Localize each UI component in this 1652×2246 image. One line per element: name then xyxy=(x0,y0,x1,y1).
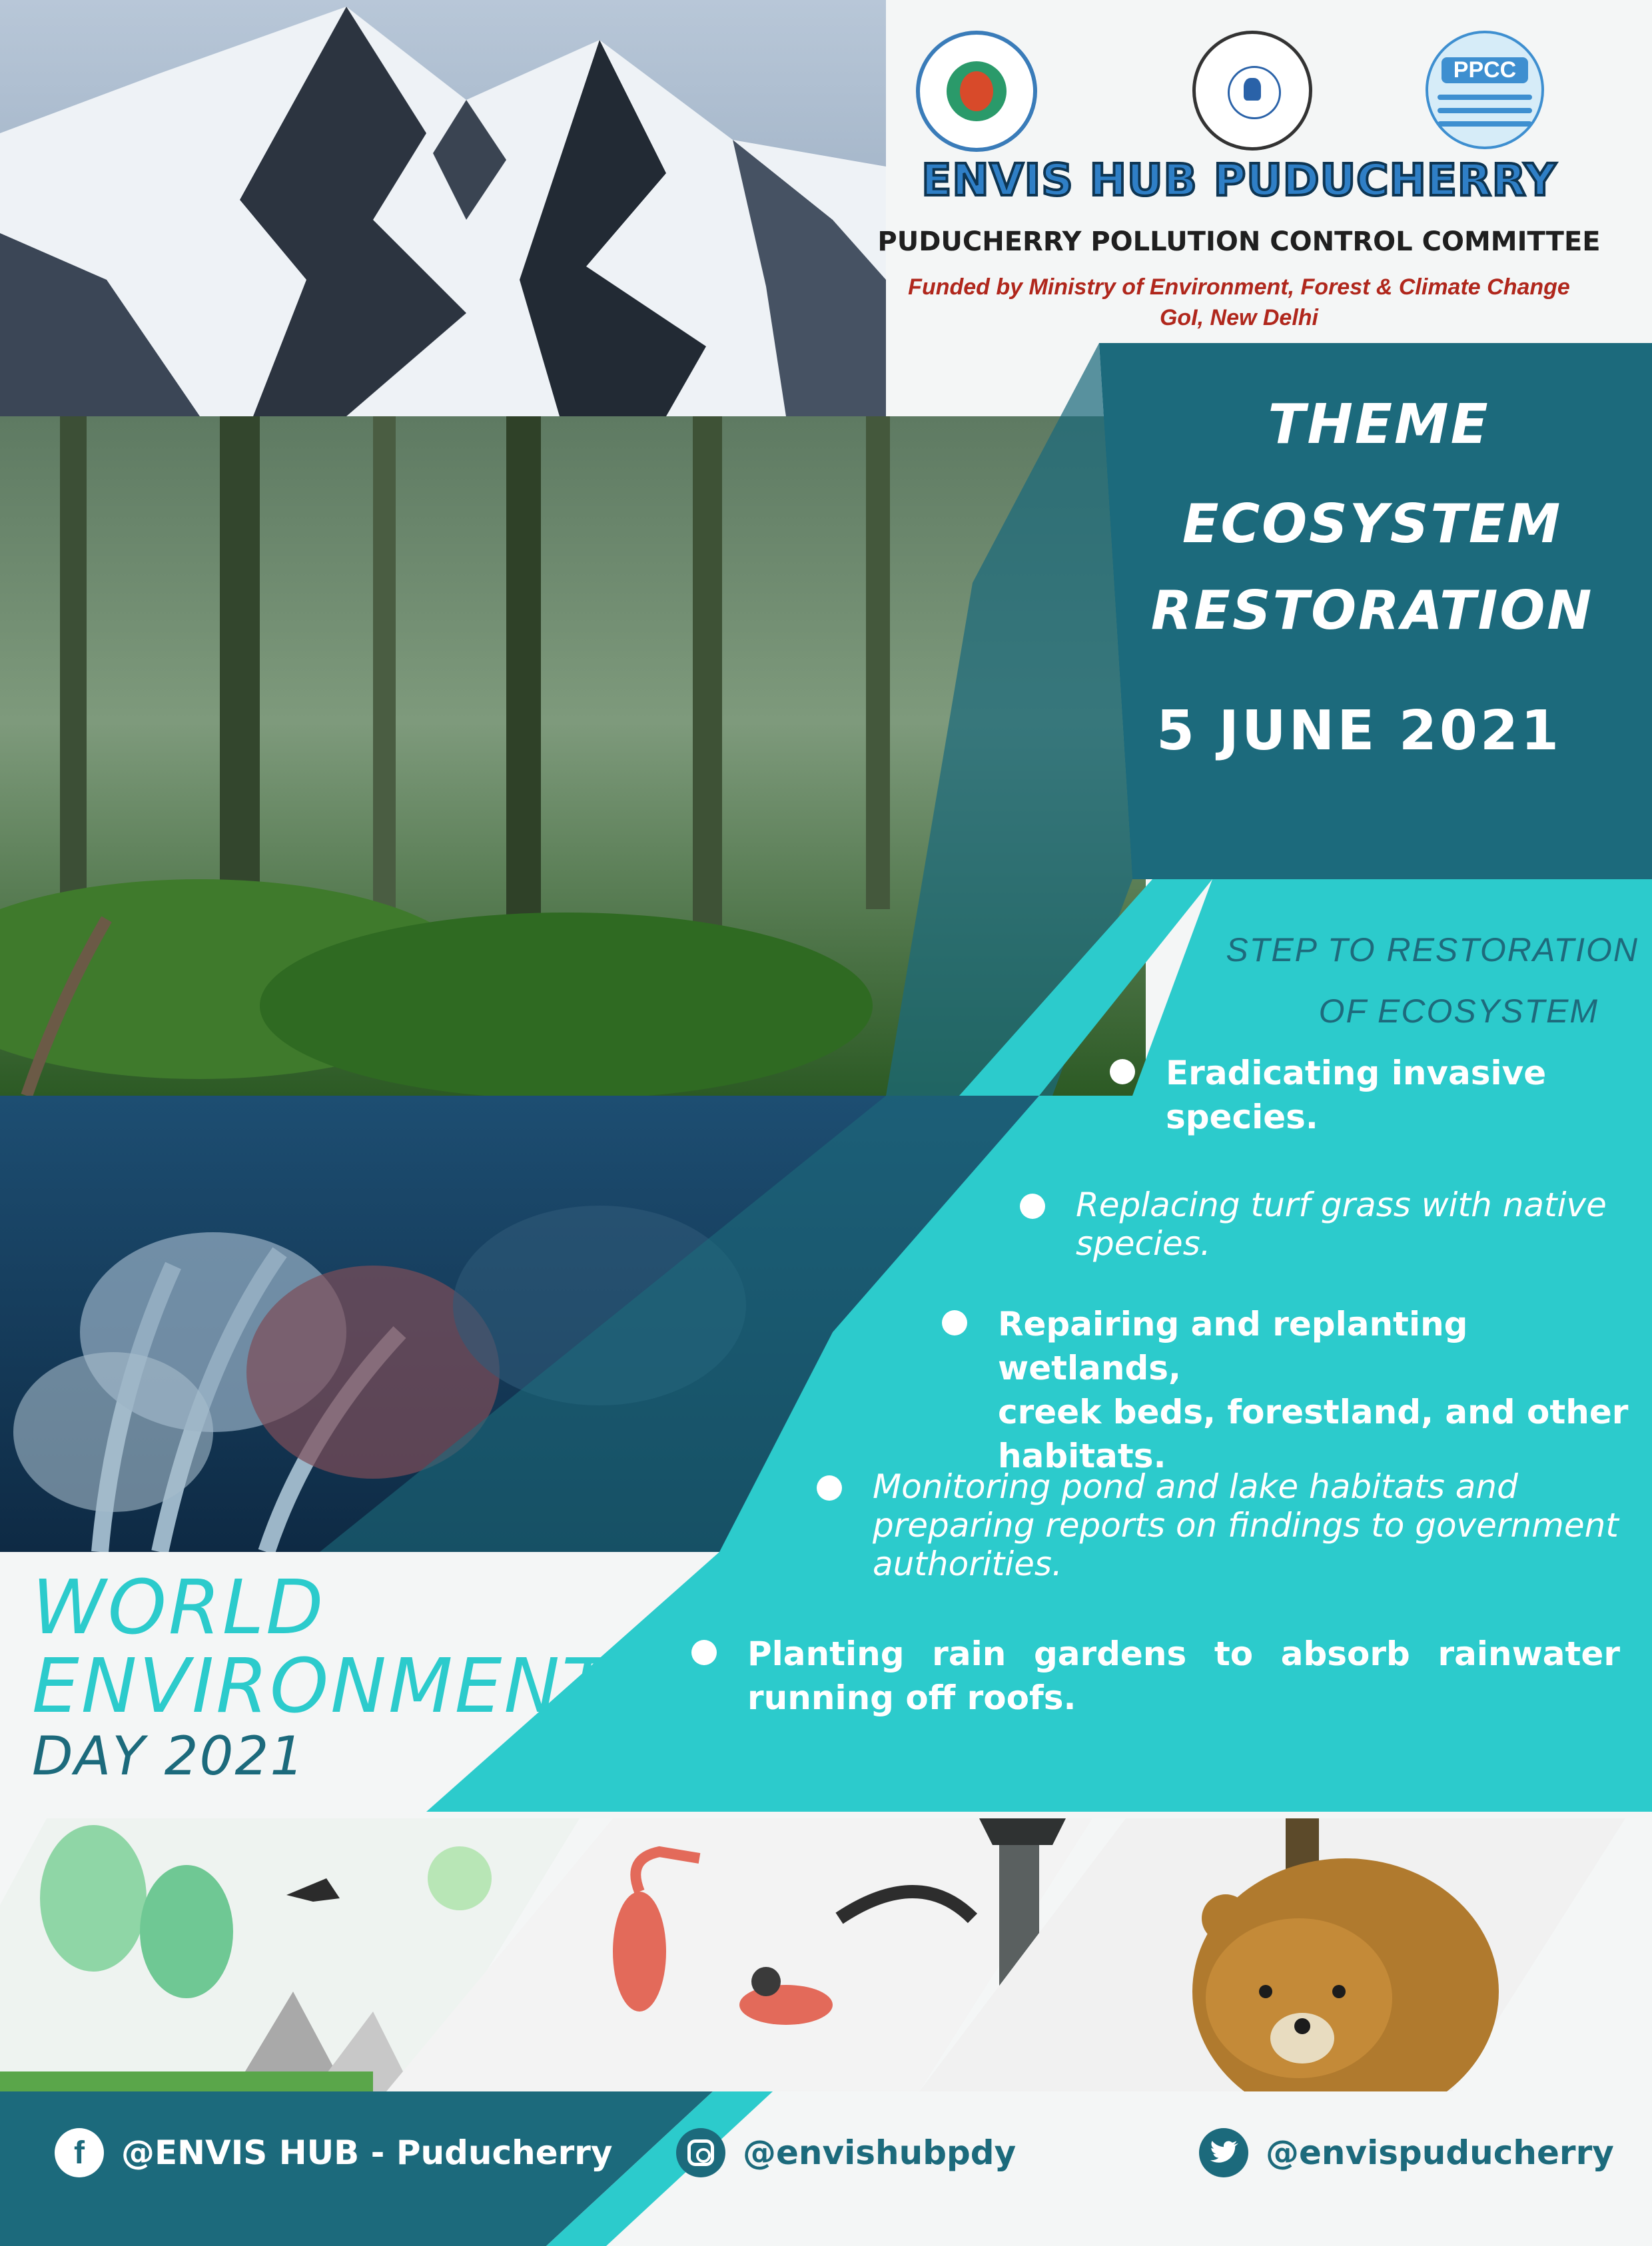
step-line: Replacing turf grass with native xyxy=(1076,1186,1607,1224)
instagram-handle[interactable] xyxy=(676,2128,1016,2177)
step-item xyxy=(998,1302,1652,1478)
bullet-dot xyxy=(1110,1059,1135,1084)
committee-name: PUDUCHERRY POLLUTION CONTROL COMMITTEE xyxy=(877,226,1601,257)
step-line: species. xyxy=(1166,1098,1318,1136)
step-line: running off roofs. xyxy=(747,1679,1076,1717)
step-item xyxy=(1166,1051,1546,1139)
twitter-label: @envispuducherry xyxy=(1266,2133,1614,2172)
step-item xyxy=(747,1632,1620,1720)
nature-protects-emblem xyxy=(916,31,1037,152)
event-year: DAY 2021 xyxy=(32,1725,306,1787)
steps-title-line-2: OF ECOSYSTEM xyxy=(1318,992,1599,1030)
funding-line-1: Funded by Ministry of Environment, Forest & Climate Change xyxy=(908,274,1570,300)
theme-line-2: RESTORATION xyxy=(1150,579,1594,641)
funding-line-2: GoI, New Delhi xyxy=(1159,305,1319,330)
bullet-dot xyxy=(1020,1194,1045,1219)
step-line: Repairing and replanting wetlands, xyxy=(998,1305,1468,1387)
envis-india-emblem xyxy=(1192,31,1312,151)
facebook-icon: f xyxy=(55,2128,104,2177)
event-title xyxy=(32,1565,610,1730)
hub-title: ENVIS HUB PUDUCHERRY xyxy=(921,155,1557,206)
mountain-photo xyxy=(0,0,886,416)
facebook-label: @ENVIS HUB - Puducherry xyxy=(121,2133,613,2172)
theme-line-1: ECOSYSTEM xyxy=(1182,493,1563,555)
step-item xyxy=(1076,1186,1607,1263)
bullet-dot xyxy=(942,1310,967,1335)
theme-label: THEME xyxy=(1268,393,1490,456)
step-item xyxy=(873,1467,1619,1583)
step-line: creek beds, forestland, and other xyxy=(998,1393,1629,1431)
step-line: Monitoring pond and lake habitats and xyxy=(873,1467,1518,1506)
event-title-line-2: ENVIRONMENT xyxy=(32,1643,610,1730)
step-line: species. xyxy=(1076,1224,1211,1263)
steps-title xyxy=(1132,919,1639,1042)
instagram-label: @envishubpdy xyxy=(743,2133,1017,2172)
event-title-line-1: WORLD xyxy=(32,1565,326,1651)
facebook-handle[interactable] xyxy=(55,2128,613,2177)
bullet-dot xyxy=(691,1640,717,1665)
step-line: habitats. xyxy=(998,1437,1166,1475)
step-line: authorities. xyxy=(873,1545,1062,1583)
twitter-icon xyxy=(1199,2128,1248,2177)
step-line: Planting rain gardens to absorb rainwater xyxy=(747,1635,1620,1673)
illustration-strip xyxy=(0,1818,1625,2125)
instagram-icon xyxy=(676,2128,725,2177)
twitter-handle[interactable] xyxy=(1199,2128,1614,2177)
ppcc-logo-text: PPCC xyxy=(1442,57,1528,83)
bullet-dot xyxy=(817,1475,842,1501)
step-line: Eradicating invasive xyxy=(1166,1054,1547,1092)
steps-title-line-1: STEP TO RESTORATION xyxy=(1226,931,1639,968)
funding-note xyxy=(846,272,1632,333)
event-date: 5 JUNE 2021 xyxy=(1156,699,1562,763)
step-line: preparing reports on findings to government xyxy=(873,1506,1619,1545)
ppcc-logo xyxy=(1426,31,1544,149)
